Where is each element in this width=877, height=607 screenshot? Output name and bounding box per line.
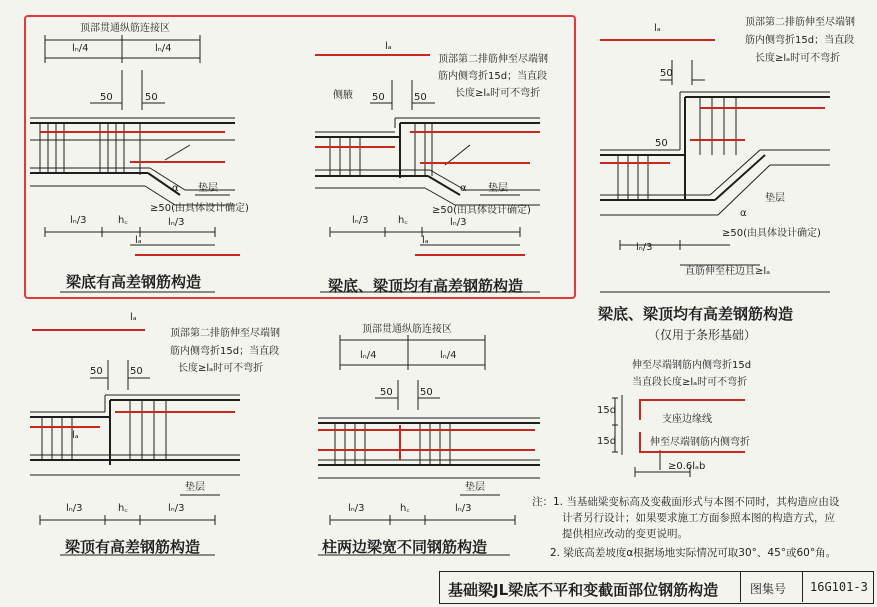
d5-caption: 柱两边梁宽不同钢筋构造 bbox=[322, 538, 488, 556]
d4-ln3-left: lₙ/3 bbox=[66, 503, 83, 514]
d5-hc: h꜀ bbox=[400, 503, 410, 514]
d5-ln4-right: lₙ/4 bbox=[440, 350, 457, 361]
title-divider-2 bbox=[802, 572, 803, 602]
d2-note-l2: 筋内侧弯折15d；当直段 bbox=[438, 71, 548, 82]
d5-ln3-right: lₙ/3 bbox=[455, 503, 472, 514]
d3-ln3: lₙ/3 bbox=[636, 242, 653, 253]
d6-15d-bottom: 15d bbox=[597, 436, 617, 447]
d4-hc: h꜀ bbox=[118, 503, 128, 514]
atlas-label: 图集号 bbox=[750, 582, 787, 596]
d6-support-edge: 支座边缘线 bbox=[662, 414, 712, 425]
d1-alpha: α bbox=[172, 183, 179, 194]
d4-note-l3: 长度≥lₐ时可不弯折 bbox=[178, 363, 264, 374]
d2-note-l3: 长度≥lₐ时可不弯折 bbox=[455, 88, 541, 99]
d2-hc: h꜀ bbox=[398, 215, 408, 226]
d2-alpha: α bbox=[460, 183, 467, 194]
d1-ln3-right: lₙ/3 bbox=[168, 217, 185, 228]
d5-dim50-b: 50 bbox=[420, 387, 433, 398]
d4-linework bbox=[30, 360, 240, 555]
d2-la-top: lₐ bbox=[385, 41, 392, 52]
d4-dim50-a: 50 bbox=[90, 366, 103, 377]
d3-dim50-a: 50 bbox=[660, 68, 673, 79]
d3-caption: 梁底、梁顶均有高差钢筋构造 bbox=[598, 305, 794, 323]
d3-bottom-note: 直筋伸至柱边且≥lₐ bbox=[685, 266, 771, 277]
d6-top-l2: 当直段长度≥lₐ时可不弯折 bbox=[632, 377, 748, 388]
d6-bottom-bend: 伸至尽端钢筋内侧弯折 bbox=[650, 437, 750, 448]
d1-hc: h꜀ bbox=[118, 215, 128, 226]
d2-caption: 梁底、梁顶均有高差钢筋构造 bbox=[328, 277, 524, 295]
d1-caption: 梁底有高差钢筋构造 bbox=[66, 273, 202, 291]
d1-dim50-b: 50 bbox=[145, 92, 158, 103]
d3-alpha: α bbox=[740, 208, 747, 219]
d3-subcaption: （仅用于条形基础） bbox=[648, 328, 757, 342]
d1-ln4-left: lₙ/4 bbox=[72, 43, 89, 54]
d4-caption: 梁顶有高差钢筋构造 bbox=[65, 538, 201, 556]
d4-ln3-right: lₙ/3 bbox=[168, 503, 185, 514]
d2-la: lₐ bbox=[422, 235, 429, 246]
d2-ln3-right: lₙ/3 bbox=[450, 217, 467, 228]
d3-note-l3: 长度≥lₐ时可不弯折 bbox=[755, 53, 841, 64]
d2-cushion: 垫层 bbox=[488, 183, 508, 194]
d4-note-l2: 筋内侧弯折15d；当直段 bbox=[170, 346, 280, 357]
d3-note-l1: 顶部第二排筋伸至尽端钢 bbox=[745, 17, 855, 28]
d3-cushion: 垫层 bbox=[765, 193, 785, 204]
d4-note-l1: 顶部第二排筋伸至尽端钢 bbox=[170, 328, 280, 339]
d2-ln3-left: lₙ/3 bbox=[352, 215, 369, 226]
d2-note-l1: 顶部第二排筋伸至尽端钢 bbox=[438, 54, 548, 65]
note-line-1: 注：1. 当基础梁变标高及变截面形式与本图不同时，其构造应由设 bbox=[532, 496, 840, 508]
d2-ge50: ≥50(由具体设计确定) bbox=[432, 205, 531, 216]
note-line-4: 2. 梁底高差坡度α根据场地实际情况可取30°、45°或60°角。 bbox=[550, 547, 837, 559]
d1-ln4-right: lₙ/4 bbox=[155, 43, 172, 54]
d1-cushion: 垫层 bbox=[198, 183, 218, 194]
d4-la-vert: lₐ bbox=[72, 430, 79, 441]
d6-top-l1: 伸至尽端钢筋内侧弯折15d bbox=[632, 360, 752, 371]
d3-dim50-b: 50 bbox=[655, 138, 668, 149]
d2-dim50-b: 50 bbox=[414, 92, 427, 103]
d4-dim50-b: 50 bbox=[130, 366, 143, 377]
d2-dim50-a: 50 bbox=[372, 92, 385, 103]
atlas-code: 16G101-3 bbox=[810, 580, 868, 594]
sheet-title: 基础梁JL梁底不平和变截面部位钢筋构造 bbox=[448, 581, 719, 599]
d1-la: lₐ bbox=[135, 235, 142, 246]
d6-15d-top: 15d bbox=[597, 405, 617, 416]
d5-cushion: 垫层 bbox=[465, 482, 485, 493]
d1-ge50: ≥50(由具体设计确定) bbox=[150, 203, 249, 214]
d4-la-top: lₐ bbox=[130, 312, 137, 323]
d3-ge50: ≥50(由具体设计确定) bbox=[722, 228, 821, 239]
d3-linework bbox=[600, 60, 830, 292]
note-line-3: 提供相应改动的变更说明。 bbox=[562, 528, 688, 540]
title-block bbox=[439, 571, 874, 604]
d6-ge06: ≥0.6lₐb bbox=[668, 461, 706, 472]
d1-dim50-a: 50 bbox=[100, 92, 113, 103]
d2-side-haunch: 侧腋 bbox=[333, 90, 353, 101]
title-divider-1 bbox=[740, 572, 741, 602]
d5-dim50-a: 50 bbox=[380, 387, 393, 398]
d3-la-top: lₐ bbox=[654, 23, 661, 34]
d5-ln4-left: lₙ/4 bbox=[360, 350, 377, 361]
d5-linework bbox=[318, 335, 540, 555]
d3-note-l2: 筋内侧弯折15d；当直段 bbox=[745, 35, 855, 46]
d5-zone-label: 顶部贯通纵筋连接区 bbox=[362, 324, 452, 335]
d1-ln3-left: lₙ/3 bbox=[70, 215, 87, 226]
d4-cushion: 垫层 bbox=[185, 482, 205, 493]
note-line-2: 计者另行设计；如果要求施工方面参照本图的构造方式，应 bbox=[562, 512, 835, 524]
d5-ln3-left: lₙ/3 bbox=[348, 503, 365, 514]
d1-zone-label: 顶部贯通纵筋连接区 bbox=[80, 23, 170, 34]
